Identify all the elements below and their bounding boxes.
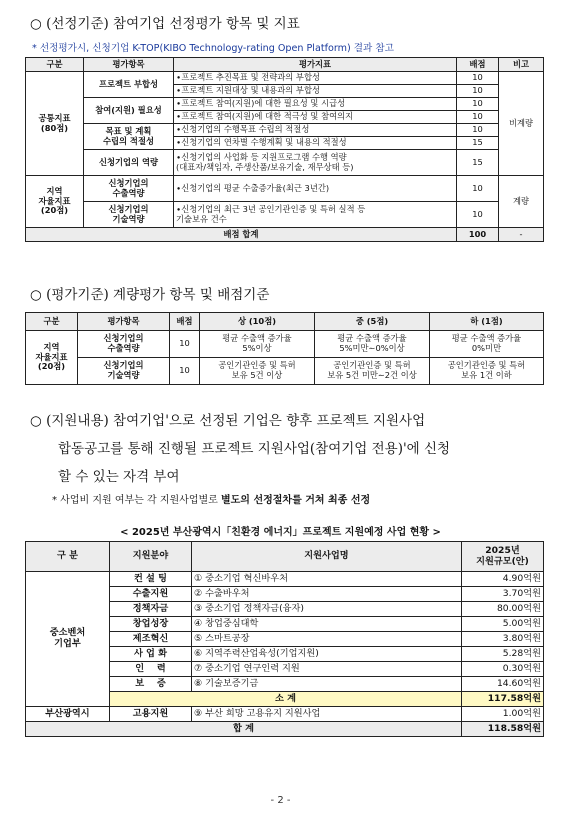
support-table-title: < 2025년 부산광역시「친환경 에너지」프로젝트 지원예정 사업 현황 > — [120, 527, 441, 538]
total-amount: 118.58억원 — [462, 722, 544, 737]
program-label: 부산 희망 고용유지 지원사업 — [205, 707, 321, 719]
item-number: ⑨ — [194, 707, 203, 719]
amount: 4.90억원 — [462, 572, 544, 587]
item-number: ① — [194, 572, 203, 584]
indicator: ∙프로젝트 참여(지원)에 대한 적극성 및 참여의지 — [174, 111, 457, 124]
score: 10 — [170, 331, 200, 358]
program-name — [192, 587, 462, 602]
eval-item: 신청기업의 역량 — [84, 150, 174, 176]
header-cell: 배점 — [457, 58, 499, 72]
item-number: ④ — [194, 617, 203, 629]
program-name — [192, 617, 462, 632]
section3-heading — [30, 407, 450, 491]
score: 10 — [457, 176, 499, 202]
support-field: 수출지원 — [110, 587, 192, 602]
support-programs-table — [25, 541, 544, 737]
program-name — [192, 677, 462, 692]
item-number: ⑤ — [194, 632, 203, 644]
eval-item: 참여(지원) 필요성 — [84, 98, 174, 124]
amount: 1.00억원 — [462, 707, 544, 722]
amount: 0.30억원 — [462, 662, 544, 677]
eval-item: 신청기업의 수출역량 — [84, 176, 174, 202]
total-label: 배점 합계 — [26, 228, 457, 242]
header-cell: 중 (5점) — [315, 313, 430, 331]
eval-item: 신청기업의 기술역량 — [78, 358, 170, 385]
selection-criteria-table — [25, 57, 544, 242]
header-cell: 상 (10점) — [200, 313, 315, 331]
support-field: 보 증 — [110, 677, 192, 692]
program-label: 기술보증기금 — [205, 677, 259, 689]
criteria-low: 공인기관인증 및 특허 보유 1건 이하 — [430, 358, 544, 385]
program-name — [192, 572, 462, 587]
criteria-high: 평균 수출액 증가율 5%이상 — [200, 331, 315, 358]
eval-item: 프로젝트 부합성 — [84, 72, 174, 98]
total-label: 합 계 — [26, 722, 462, 737]
indicator: ∙프로젝트 지원대상 및 내용과의 부합성 — [174, 85, 457, 98]
section2-heading: ○ (평가기준) 계량평가 항목 및 배점기준 — [30, 287, 270, 303]
support-field: 인 력 — [110, 662, 192, 677]
score: 10 — [457, 85, 499, 98]
header-cell: 평가지표 — [174, 58, 457, 72]
subtotal-amount: 117.58억원 — [462, 692, 544, 707]
program-name — [192, 632, 462, 647]
program-name — [192, 707, 462, 722]
amount: 3.70억원 — [462, 587, 544, 602]
item-number: ③ — [194, 602, 203, 614]
total-score: 100 — [457, 228, 499, 242]
section1-heading: ○ (선정기준) 참여기업 선정평가 항목 및 지표 — [30, 16, 300, 32]
section3-line: 합동공고를 통해 진행될 프로젝트 지원사업(참여기업 전용)'에 신청 — [58, 441, 451, 457]
amount: 5.00억원 — [462, 617, 544, 632]
page-number: - 2 - — [270, 795, 291, 806]
program-name — [192, 602, 462, 617]
program-label: 중소기업 연구인력 지원 — [205, 662, 300, 674]
remark: 비계량 — [499, 72, 544, 176]
header-cell: 비고 — [499, 58, 544, 72]
section3-note — [52, 491, 370, 506]
support-field: 정책자금 — [110, 602, 192, 617]
amount: 14.60억원 — [462, 677, 544, 692]
header-cell: 배점 — [170, 313, 200, 331]
header-cell: 2025년 지원규모(안) — [462, 542, 544, 572]
indicator: ∙프로젝트 참여(지원)에 대한 필요성 및 시급성 — [174, 98, 457, 111]
amount: 5.28억원 — [462, 647, 544, 662]
indicator: ∙프로젝트 추진목표 및 전략과의 부합성 — [174, 72, 457, 85]
header-cell: 하 (1점) — [430, 313, 544, 331]
item-number: ⑧ — [194, 677, 203, 689]
indicator: ∙신청기업의 연차별 수행계획 및 내용의 적절성 — [174, 137, 457, 150]
group-common: 공통지표 (80점) — [26, 72, 84, 176]
remark: 계량 — [499, 176, 544, 228]
score: 10 — [457, 98, 499, 111]
support-field: 제조혁신 — [110, 632, 192, 647]
score: 10 — [170, 358, 200, 385]
group-mss: 중소벤처 기업부 — [26, 572, 110, 707]
item-number: ⑦ — [194, 662, 203, 674]
support-field: 창업성장 — [110, 617, 192, 632]
support-field: 사 업 화 — [110, 647, 192, 662]
group-regional: 지역 자율지표 (20점) — [26, 331, 78, 385]
criteria-mid: 평균 수출액 증가율 5%미만∼0%이상 — [315, 331, 430, 358]
scoring-criteria-table — [25, 312, 544, 385]
eval-item: 목표 및 계획 수립의 적절성 — [84, 124, 174, 150]
item-number: ② — [194, 587, 203, 599]
subtotal-label: 소 계 — [110, 692, 462, 707]
program-label: 창업중심대학 — [205, 617, 259, 629]
group-busan: 부산광역시 — [26, 707, 110, 722]
section3-line: ○ (지원내용) 참여기업'으로 선정된 기업은 향후 프로젝트 지원사업 — [30, 413, 426, 429]
group-regional: 지역 자율지표 (20점) — [26, 176, 84, 228]
indicator: ∙신청기업의 사업화 등 지원프로그램 수행 역량 (대표자/책임자, 주생산품/보유기술, 재무상태 등) — [174, 150, 457, 176]
header-cell: 평가항목 — [84, 58, 174, 72]
total-remark: - — [499, 228, 544, 242]
program-name — [192, 647, 462, 662]
header-cell: 구분 — [26, 313, 78, 331]
header-cell: 구분 — [26, 58, 84, 72]
criteria-mid: 공인기관인증 및 특허 보유 5건 미만∼2건 이상 — [315, 358, 430, 385]
program-label: 수출바우처 — [205, 587, 250, 599]
program-label: 중소기업 혁신바우처 — [205, 572, 288, 584]
support-field: 컨 설 팅 — [110, 572, 192, 587]
indicator: ∙신청기업의 수행목표 수립의 적절성 — [174, 124, 457, 137]
amount: 80.00억원 — [462, 602, 544, 617]
header-cell: 평가항목 — [78, 313, 170, 331]
note-prefix: * 사업비 지원 여부는 각 지원사업별로 — [52, 495, 221, 506]
support-field: 고용지원 — [110, 707, 192, 722]
score: 10 — [457, 111, 499, 124]
score: 15 — [457, 150, 499, 176]
program-label: 중소기업 정책자금(융자) — [205, 602, 305, 614]
eval-item: 신청기업의 수출역량 — [78, 331, 170, 358]
program-label: 지역주력산업육성(기업지원) — [205, 647, 319, 659]
header-cell: 지원분야 — [110, 542, 192, 572]
score: 10 — [457, 202, 499, 228]
section1-note: * 선정평가시, 신청기업 K-TOP(KIBO Technology-rating Open Platform) 결과 참고 — [32, 43, 394, 54]
eval-item: 신청기업의 기술역량 — [84, 202, 174, 228]
criteria-high: 공인기관인증 및 특허 보유 5건 이상 — [200, 358, 315, 385]
note-emphasis: 별도의 선정절차를 거쳐 최종 선정 — [220, 495, 371, 506]
section3-line: 할 수 있는 자격 부여 — [58, 469, 180, 485]
criteria-low: 평균 수출액 증가율 0%미만 — [430, 331, 544, 358]
score: 10 — [457, 72, 499, 85]
amount: 3.80억원 — [462, 632, 544, 647]
score: 10 — [457, 124, 499, 137]
header-cell: 구 분 — [26, 542, 110, 572]
indicator: ∙신청기업의 평균 수출증가율(최근 3년간) — [174, 176, 457, 202]
indicator: ∙신청기업의 최근 3년 공인기관인증 및 특허 실적 등 기술보유 건수 — [174, 202, 457, 228]
score: 15 — [457, 137, 499, 150]
program-label: 스마트공장 — [205, 632, 250, 644]
header-cell: 지원사업명 — [192, 542, 462, 572]
program-name — [192, 662, 462, 677]
item-number: ⑥ — [194, 647, 203, 659]
